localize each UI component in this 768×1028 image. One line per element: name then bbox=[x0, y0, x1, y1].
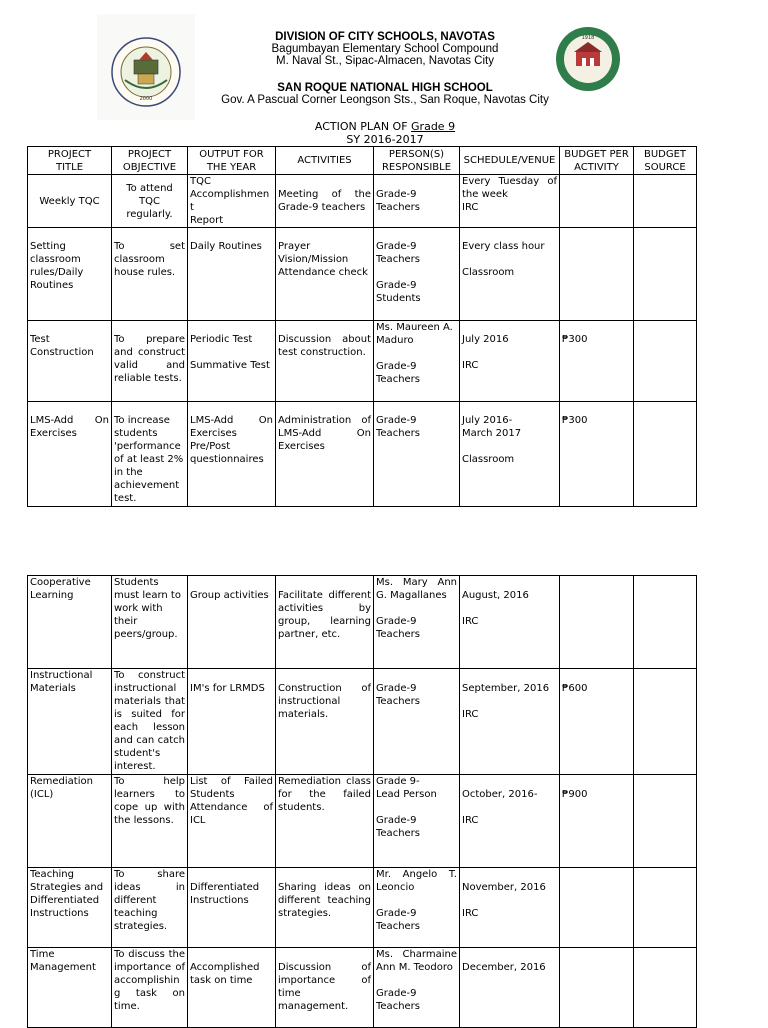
cell-title: Setting classroom rules/Daily Routines bbox=[28, 228, 112, 321]
action-plan-prefix: ACTION PLAN OF bbox=[314, 120, 412, 133]
col-header-budget-per-activity: BUDGET PER ACTIVITY bbox=[560, 147, 634, 175]
cell-budget bbox=[560, 576, 634, 669]
cell-budget bbox=[560, 175, 634, 228]
table-row bbox=[28, 868, 697, 948]
col-header-output: OUTPUT FOR THE YEAR bbox=[188, 147, 276, 175]
cell-persons: Grade-9 Teachers bbox=[374, 402, 460, 507]
cell-objective: Students must learn to work with their peers/group. bbox=[112, 576, 188, 669]
division-title bbox=[200, 31, 570, 67]
cell-schedule: November, 2016 IRC bbox=[460, 868, 560, 948]
action-plan-table-page2 bbox=[27, 575, 697, 1028]
cell-output: Differentiated Instructions bbox=[188, 868, 276, 948]
cell-objective: To prepare and construct valid and reliable tests. bbox=[112, 321, 188, 402]
svg-text:2000: 2000 bbox=[139, 96, 153, 102]
cell-schedule: Every class hour Classroom bbox=[460, 228, 560, 321]
cell-objective: To increase students 'performance of at least 2% in the achievement test. bbox=[112, 402, 188, 507]
cell-persons: Ms. Maureen A. Maduro Grade-9 Teachers bbox=[374, 321, 460, 402]
cell-output: LMS-Add On Exercises Pre/Post questionnaires bbox=[188, 402, 276, 507]
school-address: Gov. A Pascual Corner Leongson Sts., San Roque, Navotas City bbox=[221, 94, 549, 106]
cell-schedule: Every Tuesday of the week IRC bbox=[460, 175, 560, 228]
cell-schedule: December, 2016 bbox=[460, 948, 560, 1028]
cell-source bbox=[634, 175, 697, 228]
action-plan-table-page1 bbox=[27, 146, 697, 507]
cell-title: Remediation (ICL) bbox=[28, 775, 112, 868]
division-name: DIVISION OF CITY SCHOOLS, NAVOTAS bbox=[275, 31, 495, 43]
col-header-project-objective: PROJECT OBJECTIVE bbox=[112, 147, 188, 175]
action-plan-title bbox=[200, 120, 570, 133]
cell-objective: To discuss the importance of accomplishing task on time. bbox=[112, 948, 188, 1028]
cell-objective: To set classroom house rules. bbox=[112, 228, 188, 321]
cell-activities: Sharing ideas on different teaching strategies. bbox=[276, 868, 374, 948]
division-address-line1: Bagumbayan Elementary School Compound bbox=[271, 43, 499, 55]
cell-title: LMS-Add On Exercises bbox=[28, 402, 112, 507]
cell-objective: To share ideas in different teaching strategies. bbox=[112, 868, 188, 948]
cell-objective: To construct instructional materials that is suited for each lesson and can catch student's interest. bbox=[112, 669, 188, 775]
table-row bbox=[28, 321, 697, 402]
cell-budget: ₱300 bbox=[560, 402, 634, 507]
cell-source bbox=[634, 402, 697, 507]
cell-output: Periodic Test Summative Test bbox=[188, 321, 276, 402]
cell-schedule: October, 2016- IRC bbox=[460, 775, 560, 868]
cell-activities: Construction of instructional materials. bbox=[276, 669, 374, 775]
cell-title: Cooperative Learning bbox=[28, 576, 112, 669]
cell-source bbox=[634, 868, 697, 948]
cell-schedule: July 2016 IRC bbox=[460, 321, 560, 402]
col-header-project-title: PROJECT TITLE bbox=[28, 147, 112, 175]
cell-objective: To help learners to cope up with the lessons. bbox=[112, 775, 188, 868]
san-roque-school-seal bbox=[97, 14, 195, 120]
cell-budget: ₱300 bbox=[560, 321, 634, 402]
cell-output: Daily Routines bbox=[188, 228, 276, 321]
cell-source bbox=[634, 669, 697, 775]
action-plan-grade: Grade 9 bbox=[411, 120, 456, 133]
cell-activities: Facilitate different activities by group, learning partner, etc. bbox=[276, 576, 374, 669]
cell-output: IM's for LRMDS bbox=[188, 669, 276, 775]
cell-persons: Ms. Mary Ann G. Magallanes Grade-9 Teachers bbox=[374, 576, 460, 669]
table-row bbox=[28, 948, 697, 1028]
cell-activities: Prayer Vision/Mission Attendance check bbox=[276, 228, 374, 321]
cell-persons: Grade-9 Teachers bbox=[374, 175, 460, 228]
cell-output: Accomplished task on time bbox=[188, 948, 276, 1028]
cell-output: List of Failed Students Attendance of ICL bbox=[188, 775, 276, 868]
table-row bbox=[28, 228, 697, 321]
school-heading bbox=[200, 82, 570, 106]
cell-budget bbox=[560, 228, 634, 321]
cell-source bbox=[634, 775, 697, 868]
cell-activities: Remediation class for the failed students. bbox=[276, 775, 374, 868]
col-header-activities: ACTIVITIES bbox=[276, 147, 374, 175]
cell-source bbox=[634, 576, 697, 669]
cell-activities: Discussion about test construction. bbox=[276, 321, 374, 402]
svg-text:1918: 1918 bbox=[581, 35, 595, 41]
cell-source bbox=[634, 948, 697, 1028]
cell-objective: To attend TQC regularly. bbox=[112, 175, 188, 228]
school-year: SY 2016-2017 bbox=[346, 133, 424, 146]
cell-persons: Ms. Charmaine Ann M. Teodoro Grade-9 Teachers bbox=[374, 948, 460, 1028]
cell-source bbox=[634, 228, 697, 321]
col-header-schedule: SCHEDULE/VENUE bbox=[460, 147, 560, 175]
cell-budget bbox=[560, 868, 634, 948]
cell-budget bbox=[560, 948, 634, 1028]
cell-activities: Administration of LMS-Add On Exercises bbox=[276, 402, 374, 507]
cell-schedule: September, 2016 IRC bbox=[460, 669, 560, 775]
cell-schedule: August, 2016 IRC bbox=[460, 576, 560, 669]
col-header-persons: PERSON(S) RESPONSIBLE bbox=[374, 147, 460, 175]
cell-activities: Meeting of the Grade-9 teachers bbox=[276, 175, 374, 228]
table-row bbox=[28, 576, 697, 669]
table-row bbox=[28, 402, 697, 507]
cell-title: Instructional Materials bbox=[28, 669, 112, 775]
cell-title: Time Management bbox=[28, 948, 112, 1028]
cell-source bbox=[634, 321, 697, 402]
table-row bbox=[28, 175, 697, 228]
cell-budget: ₱600 bbox=[560, 669, 634, 775]
cell-output: Group activities bbox=[188, 576, 276, 669]
division-seal bbox=[548, 22, 628, 96]
col-header-budget-source: BUDGET SOURCE bbox=[634, 147, 697, 175]
division-address-line2: M. Naval St., Sipac-Almacen, Navotas City bbox=[276, 55, 494, 67]
cell-budget: ₱900 bbox=[560, 775, 634, 868]
cell-persons: Grade-9 Teachers Grade-9 Students bbox=[374, 228, 460, 321]
cell-persons: Grade 9- Lead Person Grade-9 Teachers bbox=[374, 775, 460, 868]
cell-title: Test Construction bbox=[28, 321, 112, 402]
cell-schedule: July 2016- March 2017 Classroom bbox=[460, 402, 560, 507]
table-row bbox=[28, 669, 697, 775]
cell-persons: Grade-9 Teachers bbox=[374, 669, 460, 775]
cell-activities: Discussion of importance of time management. bbox=[276, 948, 374, 1028]
table-header-row bbox=[28, 147, 697, 175]
school-name: SAN ROQUE NATIONAL HIGH SCHOOL bbox=[277, 82, 493, 94]
cell-output: TQC Accomplishment Report bbox=[188, 175, 276, 228]
table-row bbox=[28, 775, 697, 868]
cell-title: Weekly TQC bbox=[28, 175, 112, 228]
cell-title: Teaching Strategies and Differentiated Instructions bbox=[28, 868, 112, 948]
cell-persons: Mr. Angelo T. Leoncio Grade-9 Teachers bbox=[374, 868, 460, 948]
